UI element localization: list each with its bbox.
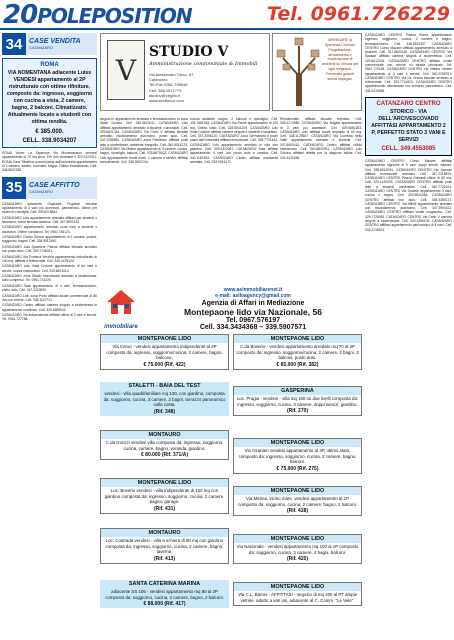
listing-title: MONTEPAONE LIDO: [234, 335, 361, 343]
classified-item: CATANZARO Centro Storico appartamento di 2 camere, cucina, soggiorno, bagno. Cell. 338.5512490.: [2, 235, 97, 244]
featured-cell: CELL. 338.9034207: [22, 138, 77, 145]
section-subtitle: CATANZARO: [29, 188, 54, 194]
agency-banner: [100, 287, 362, 332]
listing-card: [100, 430, 229, 460]
classified-text-vendita: ROMA Vicino La Sapienza Via Montecassino vendesi appartamento di 75 mq circa. Per info chiamare il 320.1223311. ROMA Zona Tiburtina a pochi passi dall'Università appartamento di 2 camere, salotto, cucinotto, bagno. Ottimo investimento. Cell. 348.5637282.: [2, 151, 97, 173]
studio-name: STUDIO V: [149, 44, 229, 60]
studio-logo-letter: V: [115, 53, 137, 87]
listing-price: € 80.000 (Rif. 371/A): [141, 452, 188, 459]
listing-card: [100, 580, 229, 608]
listing-text: vendesi - villa quadrifamiliare mq 130, con giardino, composta da: soggiorno, cucina, 3 camere, 2 bagni, terrazzo panoramico sulla costa.: [103, 391, 226, 408]
listing-title: MONTEPAONE LIDO: [234, 583, 361, 591]
section-title: CASE VENDITA: [29, 38, 81, 45]
listing-text: C.da Gorizzi vendesi villa composta da: ingresso, soggiorno, cucina, camere, bagno, veranda, giardino.: [105, 440, 224, 451]
listing-title: MONTEPAONE LIDO: [234, 487, 361, 495]
listing-card: [100, 334, 229, 370]
agency-logo-label: immobiliare: [104, 324, 138, 330]
listings-grid: [100, 334, 362, 640]
classified-item: CATANZARO zona Stadio monolocale arredato a studentessa, tutto compreso. Tel. 0961.741220.: [2, 274, 97, 283]
column-4-text: Residenziale, affittasi bilocale arredato. Cell. 349.2213980. CATANZARO Via Brigata appartamento di 3 vani più accessori. Cell. 329.5661203. CATANZARO Lido affittasi locale deposito di 60 mq. Cell. 338.1125587. CATANZARO Via Lucrezia della Valle appartamento arredato a studenti. Cell. 347.6653410. CATANZARO Centro affittasi ufficio ristrutturato. Cell. 340.8834761. CATANZARO Lido Giovino affittasi villetta per la stagione estiva. Cell. 333.4410295.: [280, 117, 362, 160]
box-cell: CELL. 349.4553085: [381, 146, 436, 153]
listing-price: (Rif. 413): [153, 556, 176, 563]
section-number: 34: [2, 33, 26, 55]
listing-price: (Rif. 270): [286, 408, 309, 415]
listings-right-column: [233, 334, 362, 640]
listing-title: MONTEPAONE LIDO: [234, 439, 361, 447]
box-description: STORICO - VIA DELL'ARCIVESCOVADO AFFITTASI APPARTAMENTO 2 P, PERFETTO STATO 3 VANI E SERVIZI: [371, 108, 446, 143]
listing-title: GASPERINA: [234, 387, 361, 395]
box-city: CATANZARO CENTRO: [376, 100, 441, 107]
column-5: [365, 33, 452, 639]
listing-text: Loc. Boverio vendesi - villa indipendente di 120 mq con giardino composta da: ingresso, soggiorno, cucina, 2 camere, bagno, garage.: [104, 488, 225, 505]
listing-card: [233, 486, 362, 516]
classified-item: CATANZARO adiacente Ospedale Pugliese vendesi appartamento di 3 vani più accessori, panoramico, ottimo per studenti o famiglia. Cell. 339.6218842.: [2, 201, 97, 215]
column-5-top-text: CATANZARO CENTRO Piazza Roma appartamento ingresso, soggiorno, cucina, 2 camere e bagno, termoautonomo. Cell. 338.5521307. CATANZARO CENTRO Corso Mazzini affittasi appartamento arredato a studenti. Cell. 347.8820145. CATANZARO CENTRO Via Spasari affittasi camera singola a studentessa. Cell. 329.6612034. CATANZARO CENTRO affittasi locale commerciale con vetrine su strada principale. Tel. 0961.770155. CATANZARO CENTRO Via Vittorio Veneto appartamento di 4 vani e servizi. Cell. 340.2298761. CATANZARO CENTRO Via De Grazia bilocale arredato a referenziati. Cell. 333.7714520. CATANZARO CENTRO appartamento ristrutturato con terrazzo panoramico. Cell. 338.4419083.: [365, 33, 452, 93]
listing-card: [100, 382, 229, 416]
listing-text: Via C.L. Baroni - AFFITTASI - negozio di mq 200 al PT ampie vetrine, adatto a vari usi, adiacente al C. Comm. "Le Vele".: [237, 592, 358, 603]
classified-item: CATANZARO Via Indipendenza affittasi ufficio di 3 vani e servizi. Tel. 0961.727788.: [2, 313, 97, 322]
classified-item: CATANZARO Via Fontana Vecchia appartamento ristrutturato di 100 mq, affittasi a referenziati. Cell. 340.4478120.: [2, 254, 97, 263]
house-icon: [106, 289, 136, 315]
classified-item: CATANZARO appartamento arredato zona nord a studenti o lavoratori. Ottime condizioni. Tel. 0961.745123.: [2, 225, 97, 234]
listing-title: MONTAURO: [101, 431, 228, 439]
featured-description: VIA NOMENTANA adiacente Luiss VENDESI appartamento al 2P ristrutturato con ottime rifiniture, composto da: ingresso, soggiorno con cucina a vista, 2 camere, bagno, 2 balconi. Climatizzato. Attualmente locato a studenti con ottima rendita.: [6, 70, 93, 126]
column-2-text: singolo in appartamento arredato e termoautonomo in zona Mater Domini. Cell. 338.5623041. CATANZARO Lido affittasi appartamento arredato a studenti o lavoratori. Cell. 329.6621044. CATANZARO Via Carlo V affittasi bilocale arredato, riscaldamento autonomo, posto auto. Cell. 347.2256981. CATANZARO zona Policlinico affittasi posti letto a studentesse, ambiente tranquillo. Cell. 340.5516723. CATANZARO Via Milano appartamento di 3 camere, cucina, bagno, ripostiglio, balconi. Cell. 333.8879102. CATANZARO Lido appartamento fronte mare, 2 camere e servizi, affittasi annualmente. Cell. 338.9902134.: [100, 117, 188, 164]
listing-price: [234, 604, 361, 605]
listing-text: C.da Boverio - vendesi appartamento arredato mq 70 al 2P composto da: ingresso, soggiorno/cucina, 2 camere, 2 bagni, 2 balconi, posto auto.: [236, 344, 359, 361]
listing-card: [100, 478, 229, 514]
listings-left-column: [100, 334, 229, 640]
featured-ad-roma: [2, 58, 97, 148]
listing-price: € 75.000 (Rif. 275): [276, 466, 319, 473]
listing-card: [233, 582, 362, 606]
classified-item: CATANZARO Centro affittasi camera singola a studentessa in appartamento condiviso. Cell. 320.6659042.: [2, 303, 97, 312]
agency-cell: Cell. 334.3434368 – 339.5907571: [199, 324, 307, 331]
tree-ad: [272, 33, 362, 111]
classified-item: CATANZARO Lido appartamento arredato affittasi per studenti o lavoratori, vicino fermata autobus. Cell. 347.8892133.: [2, 215, 97, 224]
studio-contacts: Via Alessandro Turco, 67 Catanzaro Tel./Fax 0961 795548 Cell. 388 1871779 studiov@virgilio.it www.studiovcz.com: [149, 72, 194, 103]
listing-title: MONTEPAONE LIDO: [101, 479, 228, 487]
agency-website[interactable]: www.asimmobiliarenet.it: [223, 287, 283, 293]
column-3-text: cucina abitabile, bagno, 2 balconi e ripostiglio. Cell. 339.7881563. CATANZARO Via Fiume appartamento di 100 mq. Ottimo stato. Cell. 328.5541209. CATANZARO Lido Viale Crotone affittasi camere singole a studenti e lavoratori. Cell. 347.3356120. CATANZARO Zona Germaneto a pochi passi dall'Università affittasi monolocale. Cell. 338.7701442. CATANZARO Lido appartamento arredato in villa con giardino. Cell. 329.4412087. CATANZARO Sala affittasi appartamento 4 vani con posto auto e cantina. Cell. 340.1187453. CATANZARO Centro affittasi mansarda arredata. Cell. 333.9914472.: [190, 117, 278, 164]
listing-card: [100, 528, 229, 564]
listing-price: € 85.000 (Rif. 382): [276, 362, 319, 369]
studio-tagline: Amministrazione condominiale & Immobili: [149, 61, 258, 67]
listing-text: adiacente SS 106 - vendesi appartamento mq 80 al 2P composto da: soggiorno, cucina, 2 camere, bagno, 2 balconi.: [105, 589, 224, 600]
agency-email[interactable]: e-mail: asiloagency@gmail.com: [215, 293, 291, 299]
listing-title: MONTAURO: [101, 529, 228, 537]
section-subtitle: CATANZARO: [29, 45, 54, 50]
listing-card: [233, 534, 362, 564]
classified-list-affitto: [2, 202, 97, 322]
listing-card: [233, 334, 362, 370]
masthead: [0, 0, 454, 30]
listing-price: (Rif. 431): [153, 506, 176, 513]
column-5-bottom-text: CATANZARO CENTRO Corso Mazzini affittasi appartamento signorile di 5 vani, doppi servizi, balconi. Cell. 338.6612094. CATANZARO CENTRO Via Jannoni affittasi monolocale arredato. Cell. 347.2215870. CATANZARO CENTRO Piazza Grimaldi ufficio di 80 mq. Cell. 329.1145203. CATANZARO CENTRO affittasi posti letto a studenti universitari. Cell. 340.7732104. CATANZARO CENTRO Via Daniele appartamento 3 vani, cucina e bagno. Cell. 333.5510486. CATANZARO CENTRO affittasi box auto. Cell. 338.3390172. CATANZARO CENTRO Via Milelli appartamento arredato con riscaldamento autonomo. Cell. 347.9904411. CATANZARO CENTRO affittasi locale magazzino. Cell. 329.7725063. CATANZARO CENTRO Via Carlo V camera singola a studentessa. Cell. 340.3356109. CATANZARO CENTRO affittasi appartamento panoramico di 4 vani. Cell. 333.2215874.: [365, 159, 452, 232]
listing-text: Via Cervo - vendesi appartamento indipendente al 2P composto da: ingresso, soggiorno/cucina, 2 camere, bagno, balcone.: [106, 344, 223, 361]
listing-card: [233, 386, 362, 416]
classified-item: CATANZARO Lido Quartiere Pistoia affittasi bilocale arredato con posto auto. Cell. 329.7745021.: [2, 244, 97, 254]
tree-ad-text: ARREDARE la Speranza Comune Progettazione, arredamento e realizzazione di ambienti su misura per ogni esigenza. Preventivi gratuiti senza impegno.: [321, 38, 359, 81]
masthead-phone: Tel. 0961.726229: [266, 3, 450, 25]
listing-price: € 88.000 (Rif. 417): [143, 601, 186, 608]
classified-item: CATANZARO Lido zona Porto affittasi locale commerciale di 80 mq con vetrine. Cell. 338.1147721.: [2, 293, 97, 302]
studio-logo: [107, 40, 145, 100]
listing-text: Via Nazionale - vendesi appartamento mq 100 al 1P composto da: soggiorno, cucina, 3 camere, 2 bagni, balconi.: [236, 544, 359, 555]
listing-text: Via Ozanam vendesi appartamento al 3P, ottimo stato, composto da: ingresso, soggiorno, cucina, 2 camere, bagno, balconi.: [238, 448, 357, 465]
column-1: [2, 33, 97, 639]
page-number-and-publication: 20POLEPOSITION: [3, 0, 192, 30]
listing-price: (Rif. 420): [286, 556, 309, 563]
listing-text: Loc. Contrada vendesi - villa a schiera di 90 mq con giardino composta da: ingresso, soggiorno, cucina, 2 camere, bagno, taverna.: [105, 538, 224, 555]
listing-text: Via Marina, vicino mare, vendesi appartamento al 1P composto da: soggiorno, cucina, 2 camere, bagno, 2 balconi.: [238, 496, 357, 507]
tree-icon: [275, 36, 323, 108]
listing-card: [233, 438, 362, 474]
section-header-case-affitto: [2, 177, 97, 199]
agency-logo: [100, 287, 142, 332]
listing-title: STALETTI - BAIA DEL TEST: [100, 382, 229, 390]
section-number: 35: [2, 177, 26, 199]
section-title: CASE AFFITTO: [29, 181, 80, 189]
classified-item: CATANZARO Sala appartamento di 4 vani, termoautonomo, posto auto. Cell. 347.2219830.: [2, 283, 97, 293]
agency-name: Agenzia di Affari in Mediazione: [201, 300, 305, 307]
featured-city: ROMA: [40, 62, 59, 68]
listing-text: Loc. Pragia - vendesi - villa mq 160 su due livelli composta da: ingresso, soggiorno, cucina, 3 camere, doppi servizi, giardino.: [236, 396, 359, 407]
studio-v-ad: [100, 33, 270, 111]
agency-address: Montepaone lido via Nazionale, 56: [184, 307, 322, 317]
listing-price: (Rif. 428): [286, 508, 309, 515]
listing-price: (Rif. 348): [153, 409, 176, 416]
section-header-case-vendita: [2, 33, 97, 55]
classified-item: CATANZARO Lido Viale Crotone appartamento di tre vani e servizi, nuova costruzione. Cell. 333.6623014.: [2, 264, 97, 273]
listing-title: MONTEPAONE LIDO: [101, 335, 228, 343]
agency-tel: Tel. 0967.576197: [225, 317, 281, 324]
listing-title: MONTEPAONE LIDO: [234, 535, 361, 543]
featured-price: € 385.000.: [35, 129, 64, 136]
listing-price: € 75.000 (Rif. 422): [143, 362, 186, 369]
listing-title: SANTA CATERINA MARINA: [100, 580, 229, 588]
catanzaro-centro-box: [365, 97, 452, 156]
